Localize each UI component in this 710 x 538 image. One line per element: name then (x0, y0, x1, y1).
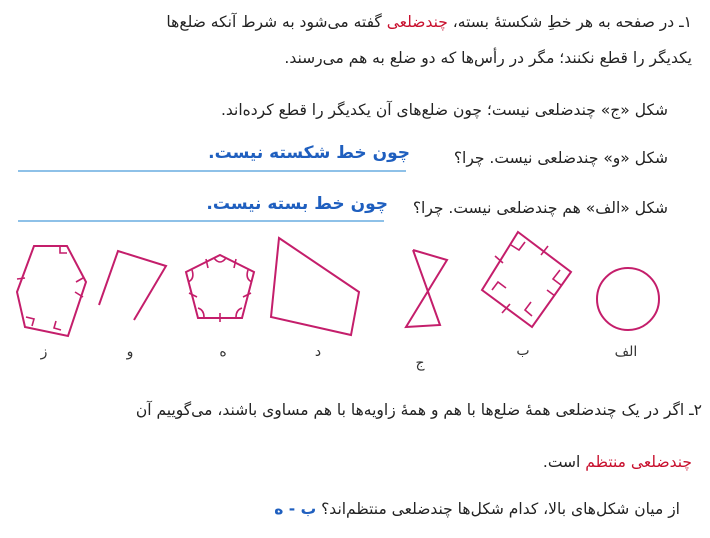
q1-line3: شکل «ج» چندضلعی نیست؛ چون ضلع‌های آن یکدیگر را قطع کرده‌اند. (220, 101, 668, 119)
q1-term-polygon: چندضلعی (386, 13, 448, 31)
q1-text-a: در صفحه به هر خطِ شکستهٔ بسته، (452, 13, 675, 31)
q2-number: ۲ـ (689, 401, 702, 419)
q2-line2 (543, 450, 692, 474)
q2-text: اگر در یک چندضلعی همهٔ ضلع‌ها با هم و همهٔ زاویه‌ها با هم مساوی باشند، می‌گوییم آن (135, 401, 685, 419)
shape-be-square (482, 232, 571, 327)
q2-term-regular-polygon: چندضلعی منتظم (585, 453, 692, 471)
label-jim: ج (415, 355, 425, 371)
label-alef: الف (614, 344, 638, 360)
shape-dal-quadrilateral (271, 238, 359, 335)
shape-alef-circle (597, 268, 659, 330)
shape-vav-open-line (99, 251, 166, 320)
q2-line2-rest: است. (542, 453, 581, 471)
shape-jim-crossed (406, 250, 447, 327)
q1-line5-question: شکل «الف» هم چندضلعی نیست. چرا؟ (412, 199, 668, 217)
q2-line1 (136, 398, 702, 422)
shape-he-pentagon (186, 255, 254, 322)
q1-line4-question: شکل «و» چندضلعی نیست. چرا؟ (453, 149, 668, 167)
q1-line2: یکدیگر را قطع نکنند؛ مگر در رأس‌ها که دو ضلع به هم می‌رسند. (284, 49, 692, 67)
q1-number: ۱ـ (679, 13, 692, 31)
q2-line3-question: از میان شکل‌های بالا، کدام شکل‌ها چندضلعی منتظم‌اند؟ (321, 500, 680, 518)
label-be: ب (516, 343, 530, 359)
label-vav: و (126, 344, 134, 360)
q1-text-b: گفته می‌شود به شرط آنکه ضلع‌ها (166, 13, 382, 31)
q1-answer-2: چون خط بسته نیست. (206, 194, 388, 214)
label-dal: د (314, 344, 322, 360)
label-ze: ز (40, 344, 48, 360)
shape-ze-hexagon (17, 246, 86, 336)
q2-answer: ب - ه (274, 500, 317, 518)
q2-line3 (274, 497, 680, 521)
label-he: ه (219, 344, 227, 360)
q1-answer-1: چون خط شکسته نیست. (208, 143, 410, 163)
